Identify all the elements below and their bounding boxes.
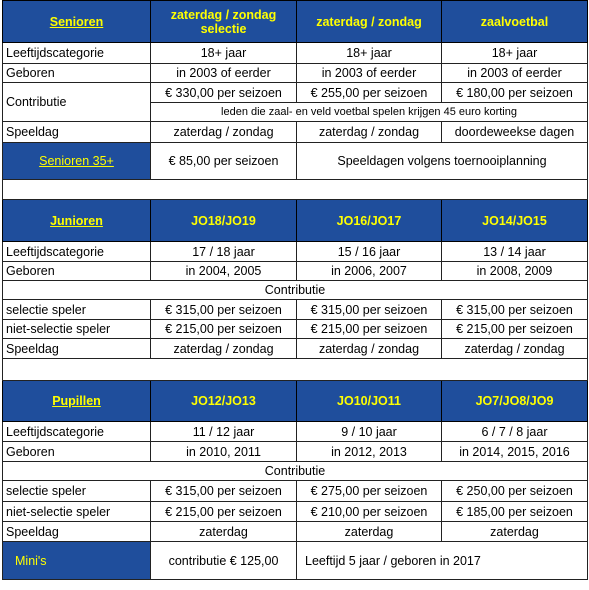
table-row	[3, 522, 588, 542]
contributie-label: Contributie	[3, 462, 588, 481]
spacer-cell	[3, 180, 588, 200]
table-cell: 17 / 18 jaar	[151, 242, 297, 262]
col-header: JO16/JO17	[297, 200, 442, 242]
row-label: Geboren	[3, 64, 151, 83]
row-label: Leeftijdscategorie	[3, 422, 151, 442]
table-row	[3, 83, 588, 103]
table-cell: € 275,00 per seizoen	[297, 481, 442, 502]
row-label: Geboren	[3, 442, 151, 462]
table-row	[3, 122, 588, 143]
row-label: Speeldag	[3, 339, 151, 359]
table-cell: € 215,00 per seizoen	[151, 502, 297, 522]
table-cell: 18+ jaar	[297, 43, 442, 64]
row-label: Speeldag	[3, 122, 151, 143]
table-cell: € 315,00 per seizoen	[151, 481, 297, 502]
table-row	[3, 481, 588, 502]
table-row	[3, 43, 588, 64]
table-cell: zaterdag	[297, 522, 442, 542]
table-cell: € 215,00 per seizoen	[297, 320, 442, 339]
row-label: Contributie	[3, 83, 151, 122]
table-cell: € 250,00 per seizoen	[442, 481, 588, 502]
table-cell: in 2006, 2007	[297, 262, 442, 281]
col-header: JO10/JO11	[297, 381, 442, 422]
table-cell: € 315,00 per seizoen	[297, 300, 442, 320]
table-row	[3, 281, 588, 300]
row-label: selectie speler	[3, 481, 151, 502]
table-cell: in 2010, 2011	[151, 442, 297, 462]
table-cell: 9 / 10 jaar	[297, 422, 442, 442]
table-row	[3, 242, 588, 262]
junioren-header-row	[3, 200, 588, 242]
table-cell: € 330,00 per seizoen	[151, 83, 297, 103]
table-cell: in 2014, 2015, 2016	[442, 442, 588, 462]
table-cell: doordeweekse dagen	[442, 122, 588, 143]
pupillen-header-row	[3, 381, 588, 422]
table-row	[3, 300, 588, 320]
table-cell: € 185,00 per seizoen	[442, 502, 588, 522]
row-label: niet-selectie speler	[3, 320, 151, 339]
korting-note: leden die zaal- en veld voetbal spelen krijgen 45 euro korting	[151, 103, 588, 122]
table-cell: zaterdag / zondag	[151, 339, 297, 359]
table-cell: zaterdag / zondag	[297, 339, 442, 359]
row-label: niet-selectie speler	[3, 502, 151, 522]
col-header: zaalvoetbal	[442, 1, 588, 43]
table-cell: € 180,00 per seizoen	[442, 83, 588, 103]
table-cell: € 315,00 per seizoen	[151, 300, 297, 320]
section-title-pupillen: Pupillen	[3, 381, 151, 422]
table-cell: € 215,00 per seizoen	[151, 320, 297, 339]
table-cell: 15 / 16 jaar	[297, 242, 442, 262]
table-cell: in 2008, 2009	[442, 262, 588, 281]
contributie-label: Contributie	[3, 281, 588, 300]
table-cell: in 2003 of eerder	[297, 64, 442, 83]
table-row	[3, 442, 588, 462]
col-header: zaterdag / zondag	[297, 1, 442, 43]
row-label: Geboren	[3, 262, 151, 281]
spacer-row	[3, 180, 588, 200]
table-row	[3, 262, 588, 281]
table-cell: in 2004, 2005	[151, 262, 297, 281]
table-row	[3, 320, 588, 339]
table-cell: in 2003 of eerder	[151, 64, 297, 83]
table-cell: Leeftijd 5 jaar / geboren in 2017	[297, 542, 588, 580]
table-row	[3, 64, 588, 83]
section-title-senioren35: Senioren 35+	[3, 143, 151, 180]
spacer-cell	[3, 359, 588, 381]
table-row	[3, 339, 588, 359]
minis-row	[3, 542, 588, 580]
table-cell: € 215,00 per seizoen	[442, 320, 588, 339]
table-cell: 18+ jaar	[442, 43, 588, 64]
col-header: JO14/JO15	[442, 200, 588, 242]
col-header: JO12/JO13	[151, 381, 297, 422]
table-cell: 6 / 7 / 8 jaar	[442, 422, 588, 442]
table-cell: zaterdag	[442, 522, 588, 542]
table-cell: 13 / 14 jaar	[442, 242, 588, 262]
contributie-table-sheet	[2, 0, 587, 588]
section-title-junioren: Junioren	[3, 200, 151, 242]
table-cell: zaterdag / zondag	[442, 339, 588, 359]
table-cell: in 2003 of eerder	[442, 64, 588, 83]
table-cell: zaterdag / zondag	[151, 122, 297, 143]
row-label: Speeldag	[3, 522, 151, 542]
senioren35-row	[3, 143, 588, 180]
table-row	[3, 462, 588, 481]
col-header: zaterdag / zondag selectie	[151, 1, 297, 43]
table-cell: in 2012, 2013	[297, 442, 442, 462]
table-cell: Speeldagen volgens toernooiplanning	[297, 143, 588, 180]
table-cell: € 255,00 per seizoen	[297, 83, 442, 103]
spacer-row	[3, 359, 588, 381]
section-title-senioren: Senioren	[3, 1, 151, 43]
table-cell: 18+ jaar	[151, 43, 297, 64]
table-cell: € 210,00 per seizoen	[297, 502, 442, 522]
col-header: JO7/JO8/JO9	[442, 381, 588, 422]
row-label: Leeftijdscategorie	[3, 242, 151, 262]
table-row	[3, 422, 588, 442]
table-cell: zaterdag / zondag	[297, 122, 442, 143]
table-cell: € 315,00 per seizoen	[442, 300, 588, 320]
table-row	[3, 502, 588, 522]
section-title-minis: Mini's	[3, 542, 151, 580]
table-cell: 11 / 12 jaar	[151, 422, 297, 442]
contributie-table	[2, 0, 588, 580]
col-header: JO18/JO19	[151, 200, 297, 242]
row-label: selectie speler	[3, 300, 151, 320]
table-cell: zaterdag	[151, 522, 297, 542]
senioren-header-row	[3, 1, 588, 43]
table-cell: € 85,00 per seizoen	[151, 143, 297, 180]
row-label: Leeftijdscategorie	[3, 43, 151, 64]
table-cell: contributie € 125,00	[151, 542, 297, 580]
